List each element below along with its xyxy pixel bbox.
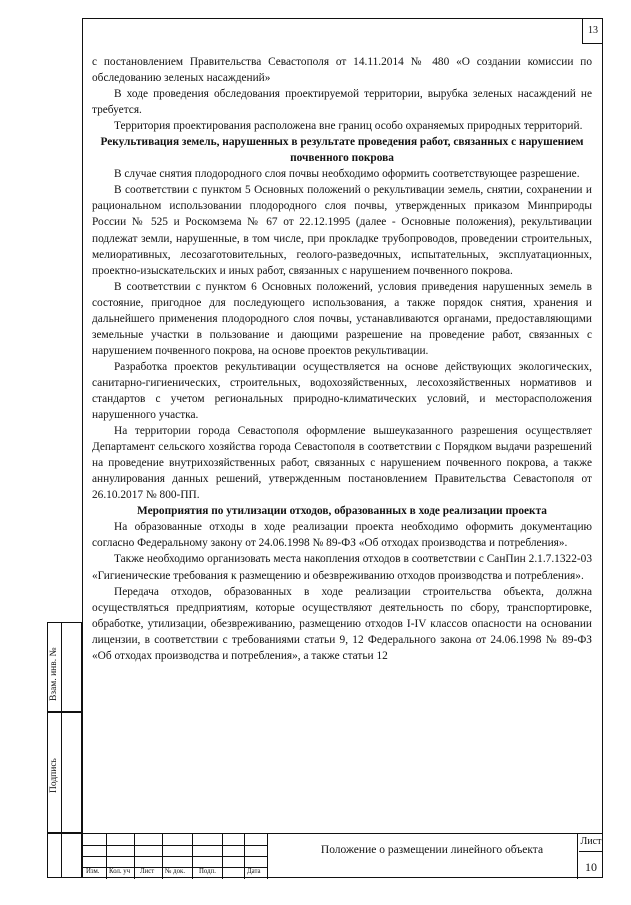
tb-header-kol: Кол. уч [109, 868, 131, 875]
paragraph: Территория проектирования расположена вне границ особо охраняемых природных территорий. [114, 120, 583, 133]
sheet-number: 10 [585, 860, 597, 874]
side-stamp-podpis [47, 712, 82, 833]
document-body [92, 54, 592, 664]
page-number: 13 [582, 18, 603, 44]
paragraph: На образованные отходы в ходе реализации проекта необходимо оформить документацию согласно Федеральному закону от 24.06.1998 № 89-ФЗ «Об отходах производства и потребления». [92, 521, 592, 550]
paragraph: В соответствии с пунктом 6 Основных положений, условия приведения нарушенных земель в состояние, пригодное для последующего использования, а также порядок снятия, хранения и дальнейшего применения плодородного слоя почвы, устанавливаются органами, предоставляющими земельные участки в пользование и дающими разрешение на проведение работ, связанных с нарушением почвенного покрова, на основе проектов рекультивации. [92, 280, 592, 357]
section-heading: Мероприятия по утилизации отходов, образованных в ходе реализации проекта [137, 505, 547, 518]
tb-header-list: Лист [140, 868, 155, 875]
tb-header-data: Дата [247, 868, 261, 875]
paragraph: На территории города Севастополя оформление вышеуказанного разрешения осуществляет Департамент сельского хозяйства города Севастополя в соответствии с Порядком выдачи разрешений на проведение внутрихозяйственных работ, связанных с нарушением почвенного покрова, а также аннулирования данных решений, утвержденным постановлением Правительства Севастополя от 26.10.2017 № 800-ПП. [92, 425, 592, 502]
tb-header-podp: Подп. [199, 868, 216, 875]
side-stamp-inv [47, 833, 82, 878]
paragraph: Также необходимо организовать места накопления отходов в соответствии с СанПин 2.1.7.1322-03 «Гигиенические требования к размещению и обезвреживанию отходов производства и потребления». [92, 553, 592, 582]
paragraph: В случае снятия плодородного слоя почвы необходимо оформить соответствующее разрешение. [114, 168, 580, 181]
paragraph: В соответствии с пунктом 5 Основных положений о рекультивации земель, снятии, сохранении и рациональном использовании плодородного слоя почвы, утвержденных приказом Минприроды России № 525 и Роскомзема № 67 от 22.12.1995 (далее - Основные положения), рекультивации подлежат земли, нарушенные, в том числе, при прокладке трубопроводов, проведении строительных, мелиоративных, лесозаготовительных, геолого-разведочных, испытательных, эксплуатационных, проектно-изыскательских и иных работ, связанных с нарушением почвенного покрова. [92, 184, 592, 277]
title-block [82, 833, 603, 879]
sheet-label: Лист [580, 836, 602, 847]
section-heading: Рекультивация земель, нарушенных в результате проведения работ, связанных с нарушением почвенного покрова [100, 136, 584, 165]
paragraph: с постановлением Правительства Севастополя от 14.11.2014 № 480 «О создании комиссии по обследованию зеленых насаждений» [92, 56, 592, 85]
vzam-label: Взам. инв. № [49, 647, 59, 701]
paragraph: Передача отходов, образованных в ходе реализации строительства объекта, должна осуществляться предприятиям, которые осуществляют деятельность по сбору, транспортировке, обработке, утилизации, обезвреживанию, размещению отходов I-IV классов опасности на основании лицензии, в соответствии с требованиями статьи 9, 12 Федерального закона от 24.06.1998 № 89-ФЗ «Об отходах производства и потребления», а также статьи 12 [92, 585, 592, 662]
paragraph: В ходе проведения обследования проектируемой территории, вырубка зеленых насаждений не требуется. [92, 88, 592, 117]
podpis-label: Подпись [49, 758, 59, 793]
document-title: Положение о размещении линейного объекта [320, 844, 544, 856]
side-stamp-vzam [47, 622, 82, 712]
tb-header-izm: Изм. [86, 868, 100, 875]
tb-header-doc: № док. [165, 868, 186, 875]
paragraph: Разработка проектов рекультивации осуществляется на основе действующих экологических, санитарно-гигиенических, строительных, водохозяйственных, лесохозяйственных нормативов и стандартов с учетом региональных природно-климатических условий, и месторасположения нарушенного участка. [92, 360, 592, 422]
